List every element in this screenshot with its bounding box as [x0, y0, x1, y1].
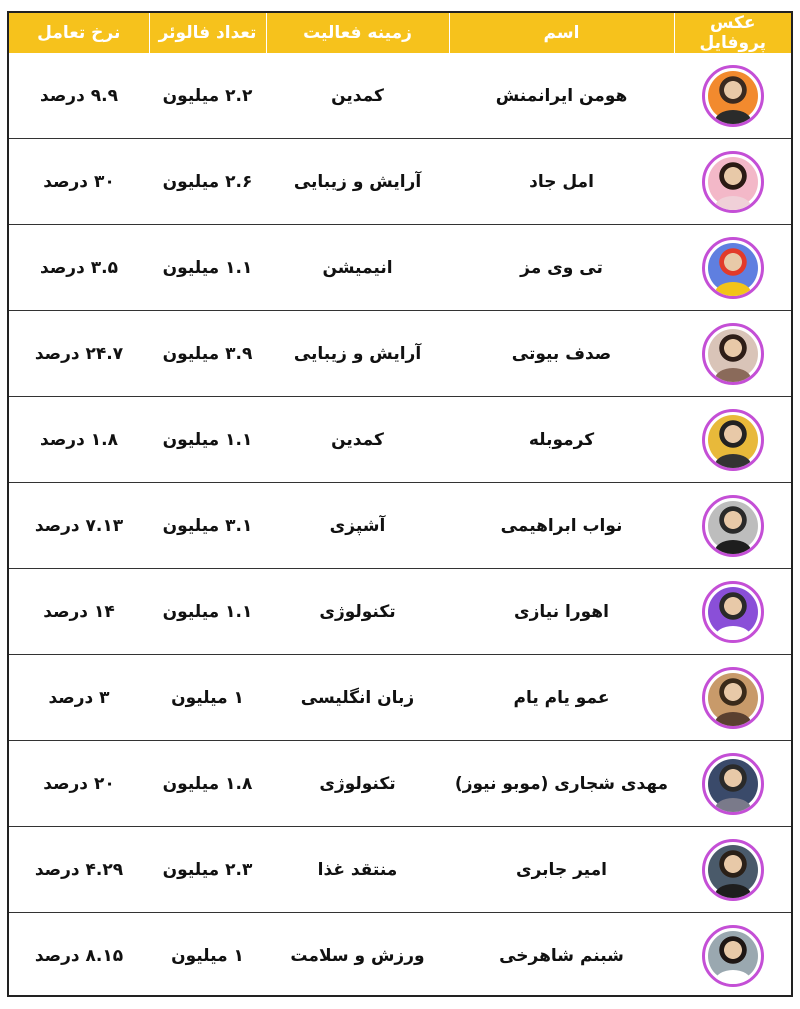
table-header-row	[9, 13, 791, 53]
field-cell: کمدین	[331, 85, 384, 106]
followers-cell: ۱.۱ میلیون	[149, 225, 266, 311]
table-row	[9, 483, 791, 569]
followers-cell: ۲.۶ میلیون	[149, 139, 266, 225]
engagement-cell: ۳۰ درصد	[9, 139, 149, 225]
field-cell: آشپزی	[266, 483, 449, 569]
followers-cell: ۱.۱ میلیون	[149, 397, 266, 483]
name-cell: امل جاد	[449, 139, 674, 225]
avatar	[702, 495, 764, 557]
field-cell: ورزش و سلامت	[266, 913, 449, 999]
name-cell: تی وی مز	[449, 225, 674, 311]
avatar	[702, 65, 764, 127]
engagement-cell: ۱.۸ درصد	[9, 397, 149, 483]
profile-photo-cell	[674, 655, 791, 741]
profile-photo-cell	[674, 397, 791, 483]
table-row	[9, 397, 791, 483]
profile-photo-cell	[674, 741, 791, 827]
engagement-cell: ۳.۵ درصد	[9, 225, 149, 311]
avatar	[702, 409, 764, 471]
name-cell: کرموبله	[449, 397, 674, 483]
followers-cell: ۲.۲ میلیون	[162, 85, 253, 106]
name-cell: شبنم شاهرخی	[449, 913, 674, 999]
header-photo: عکس پروفایل	[674, 13, 791, 53]
table-row	[9, 225, 791, 311]
field-cell: تکنولوژی	[266, 741, 449, 827]
name-cell: عمو یام یام	[449, 655, 674, 741]
avatar	[702, 237, 764, 299]
engagement-cell: ۷.۱۳ درصد	[9, 483, 149, 569]
followers-cell: ۲.۳ میلیون	[149, 827, 266, 913]
engagement-cell: ۱۴ درصد	[9, 569, 149, 655]
followers-cell: ۱ میلیون	[149, 655, 266, 741]
header-engagement: نرخ تعامل	[9, 13, 149, 53]
engagement-cell: ۳ درصد	[9, 655, 149, 741]
engagement-cell: ۴.۲۹ درصد	[9, 827, 149, 913]
followers-cell: ۱.۱ میلیون	[149, 569, 266, 655]
profile-photo-cell	[674, 483, 791, 569]
avatar	[702, 323, 764, 385]
followers-cell: ۳.۱ میلیون	[149, 483, 266, 569]
table-row	[9, 569, 791, 655]
engagement-cell: ۹.۹ درصد	[40, 85, 118, 106]
table-body	[9, 53, 791, 998]
table-row	[9, 827, 791, 913]
field-cell: زبان انگلیسی	[266, 655, 449, 741]
followers-cell: ۱.۸ میلیون	[149, 741, 266, 827]
avatar	[702, 925, 764, 987]
field-cell: آرایش و زیبایی	[266, 311, 449, 397]
profile-photo-cell	[674, 913, 791, 999]
field-cell: آرایش و زیبایی	[266, 139, 449, 225]
profile-photo-cell	[674, 569, 791, 655]
profile-photo-cell	[674, 139, 791, 225]
influencer-table-frame	[7, 11, 793, 997]
name-cell: نواب ابراهیمی	[449, 483, 674, 569]
avatar	[702, 151, 764, 213]
table-row	[9, 913, 791, 999]
avatar	[702, 839, 764, 901]
header-field: زمینه فعالیت	[266, 13, 449, 53]
profile-photo-cell	[674, 53, 791, 139]
influencer-table	[9, 13, 791, 998]
followers-cell: ۱ میلیون	[149, 913, 266, 999]
table-row	[9, 655, 791, 741]
avatar	[702, 753, 764, 815]
table-row	[9, 53, 791, 139]
field-cell: منتقد غذا	[266, 827, 449, 913]
name-cell: هومن ایرانمنش	[495, 85, 628, 106]
profile-photo-cell	[674, 225, 791, 311]
name-cell: مهدی شجاری (موبو نیوز)	[449, 741, 674, 827]
engagement-cell: ۸.۱۵ درصد	[9, 913, 149, 999]
table-row	[9, 311, 791, 397]
field-cell: کمدین	[266, 397, 449, 483]
engagement-cell: ۲۰ درصد	[9, 741, 149, 827]
table-row	[9, 741, 791, 827]
name-cell: امیر جابری	[449, 827, 674, 913]
profile-photo-cell	[674, 827, 791, 913]
header-name: اسم	[449, 13, 674, 53]
name-cell: اهورا نیازی	[449, 569, 674, 655]
avatar	[702, 667, 764, 729]
header-followers: تعداد فالوئر	[149, 13, 266, 53]
field-cell: تکنولوژی	[266, 569, 449, 655]
followers-cell: ۳.۹ میلیون	[149, 311, 266, 397]
engagement-cell: ۲۴.۷ درصد	[9, 311, 149, 397]
profile-photo-cell	[674, 311, 791, 397]
name-cell: صدف بیوتی	[449, 311, 674, 397]
avatar	[702, 581, 764, 643]
field-cell: انیمیشن	[266, 225, 449, 311]
table-row	[9, 139, 791, 225]
